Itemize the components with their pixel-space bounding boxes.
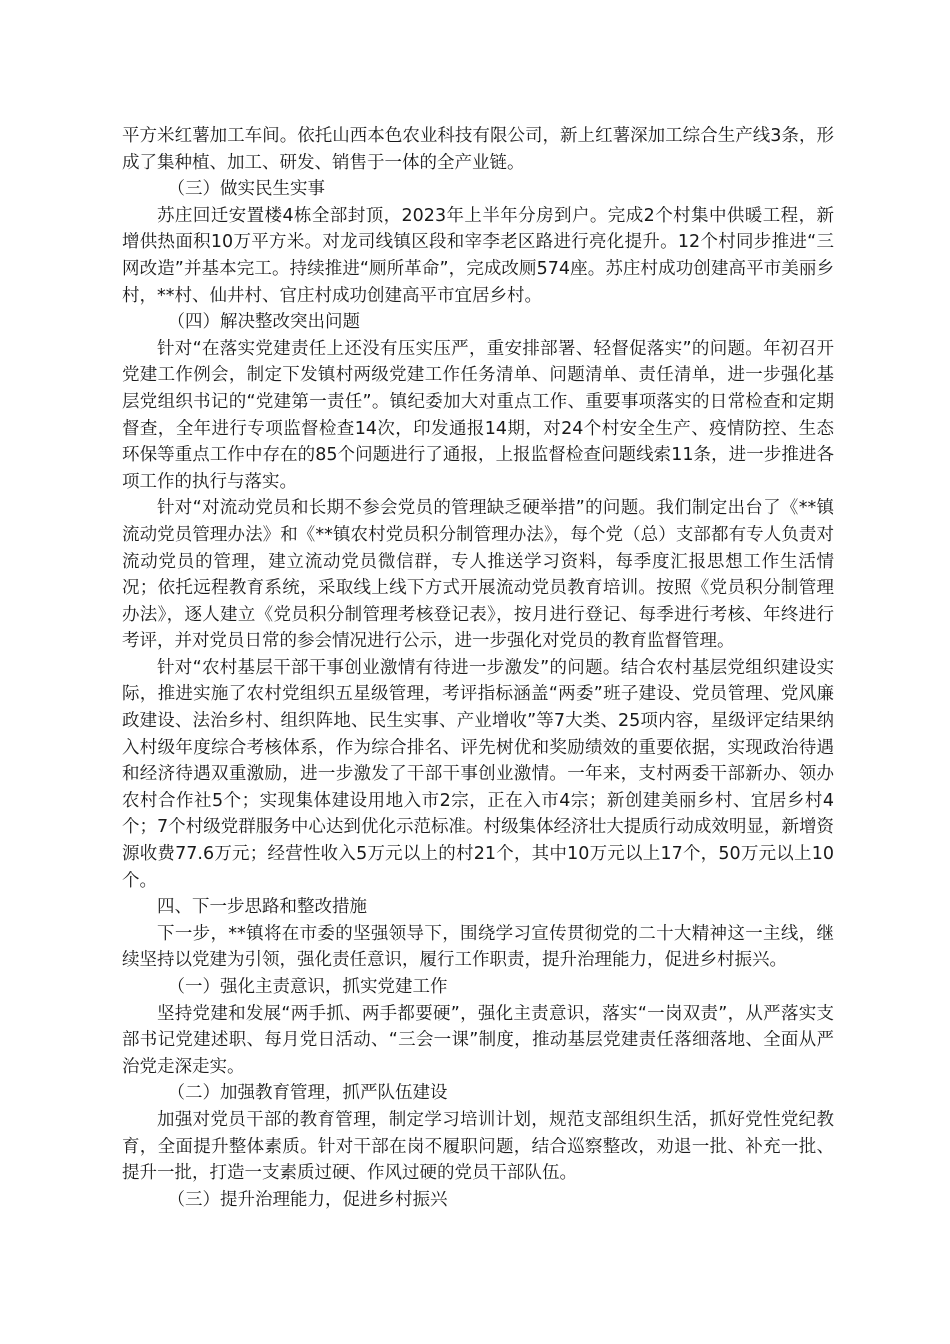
paragraph: 针对“在落实党建责任上还没有压实压严，重安排部署、轻督促落实”的问题。年初召开党建工作例会，制定下发镇村两级党建工作任务清单、问题清单、责任清单，进一步强化基层党组织书记的“党建第一责任”。镇纪委加大对重点工作、重要事项落实的日常检查和定期督查，全年进行专项监督检查14次，印发通报14期，对24个村安全生产、疫情防控、生态环保等重点工作中存在的85个问题进行了通报，上报监督检查问题线索11条，进一步推进各项工作的执行与落实。 — [122, 338, 834, 492]
subheading-1: （一）强化主责意识，抓实党建工作 — [167, 977, 448, 997]
document-body — [122, 123, 834, 1213]
paragraph: 苏庄回迁安置楼4栋全部封顶，2023年上半年分房到户。完成2个村集中供暖工程，新增供热面积10万平方米。对龙司线镇区段和宰李老区路进行亮化提升。12个村同步推进“三网改造”并基本完工。持续推进“厕所革命”，完成改厕574座。苏庄村成功创建高平市美丽乡村，**村、仙井村、官庄村成功创建高平市宜居乡村。 — [122, 205, 834, 306]
subheading-3b: （三）提升治理能力，促进乡村振兴 — [167, 1189, 448, 1210]
paragraph-continuation: 平方米红薯加工车间。依托山西本色农业科技有限公司，新上红薯深加工综合生产线3条，形成了集种植、加工、研发、销售于一体的全产业链。 — [122, 126, 834, 173]
subheading-3: （三）做实民生实事 — [167, 179, 325, 200]
paragraph: 坚持党建和发展“两手抓、两手都要硬”，强化主责意识，落实“一岗双责”，从严落实支部书记党建述职、每月党日活动、“三会一课”制度，推动基层党建责任落细落地、全面从严治党走深走实。 — [122, 1003, 834, 1077]
paragraph: 加强对党员干部的教育管理，制定学习培训计划，规范支部组织生活，抓好党性党纪教育，全面提升整体素质。针对干部在岗不履职问题，结合巡察整改，劝退一批、补充一批、提升一批，打造一支素质过硬、作风过硬的党员干部队伍。 — [122, 1109, 834, 1184]
subheading-4: （四）解决整改突出问题 — [167, 312, 360, 333]
paragraph: 下一步，**镇将在市委的坚强领导下，围绕学习宣传贯彻党的二十大精神这一主线，继续坚持以党建为引领，强化责任意识，履行工作职责，提升治理能力，促进乡村振兴。 — [122, 923, 834, 971]
paragraph: 针对“农村基层干部干事创业激情有待进一步激发”的问题。结合农村基层党组织建设实际，推进实施了农村党组织五星级管理，考评指标涵盖“两委”班子建设、党员管理、党风廉政建设、法治乡村、组织阵地、民生实事、产业增收”等7大类、25项内容，星级评定结果纳入村级年度综合考核体系，作为综合排名、评先树优和奖励绩效的重要依据，实现政治待遇和经济待遇双重激励，进一步激发了干部干事创业激情。一年来，支村两委干部新办、领办农村合作社5个；实现集体建设用地入市2宗，正在入市4宗；新创建美丽乡村、宜居乡村4个；7个村级党群服务中心达到优化示范标准。村级集体经济壮大提质行动成效明显，新增资源收费77.6万元；经营性收入5万元以上的村21个，其中10万元以上17个，50万元以上10个。 — [122, 657, 834, 891]
paragraph: 针对“对流动党员和长期不参会党员的管理缺乏硬举措”的问题。我们制定出台了《**镇流动党员管理办法》和《**镇农村党员积分制管理办法》，每个党（总）支部都有专人负责对流动党员的管理，建立流动党员微信群，专人推送学习资料，每季度汇报思想工作生活情况；依托远程教育系统，采取线上线下方式开展流动党员教育培训。按照《党员积分制管理办法》，逐人建立《党员积分制管理考核登记表》，按月进行登记、每季进行考核、年终进行考评，并对党员日常的参会情况进行公示，进一步强化对党员的教育监督管理。 — [122, 498, 834, 652]
subheading-2: （二）加强教育管理，抓严队伍建设 — [167, 1083, 448, 1104]
section-heading: 四、下一步思路和整改措施 — [157, 897, 367, 918]
